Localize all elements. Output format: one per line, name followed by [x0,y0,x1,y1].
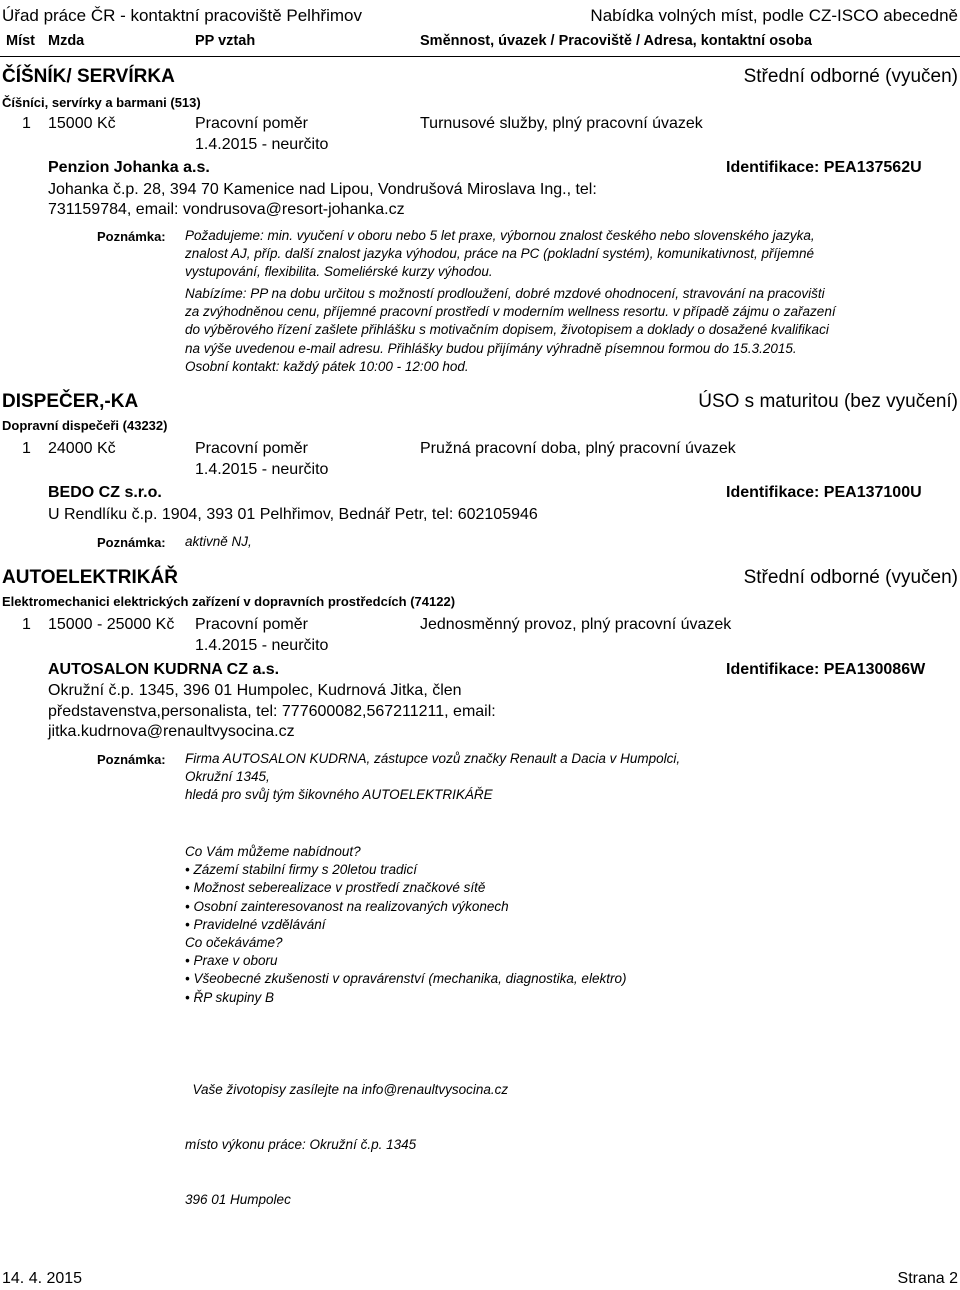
position-count: 1 [22,440,31,457]
report-title: Nabídka volných míst, podle CZ-ISCO abecedně [590,6,958,25]
shift-type: Pružná pracovní doba, plný pracovní úvazek [420,440,736,457]
education-level: ÚSO s maturitou (bez vyučení) [698,391,958,412]
note-text: aktivně NJ, [185,534,252,549]
employer-address: Okružní č.p. 1345, 396 01 Humpolec, Kudrnová Jitka, člen [48,682,462,699]
job-category: Číšníci, servírky a barmani (513) [2,95,201,110]
note-offer-text: Nabízíme: PP na dobu určitou s možností prodloužení, dobré mzdové ohodnocení, stravování na pracovišti za zvýhodněnou cenu, příjemné pracovní prostředí v moderním wellness resortu. v případě zájmu o zařazení do výběrového řízení zašlete přihlášku s motivačním dopisem, životopisem a doklady o dosažené kvalifikaci na výše uvedenou e-mail adresu. Přihlášky budou přijímány výhradně písemnou formou do 15.3.2015. Osobní kontakt: každý pátek 10:00 - 12:00 hod. [185,286,836,374]
employment-type: Pracovní poměr [195,440,308,457]
note-contact: Vaše životopisy zasílejte na info@renaultvysocina.cz místo výkonu práce: Okružní č.p. 1345 396 01 Humpolec [185,1082,509,1207]
note-intro: Firma AUTOSALON KUDRNA, zástupce vozů značky Renault a Dacia v Humpolci, Okružní 1345, hledá pro svůj tým šikovného AUTOELEKTRIKÁŘE [185,751,681,803]
note-label: Poznámka: [97,752,166,767]
period: 1.4.2015 - neurčito [195,637,329,654]
job-category: Dopravní dispečeři (43232) [2,418,168,433]
employer-contact: 731159784, email: vondrusova@resort-johanka.cz [48,201,405,218]
identification: Identifikace: PEA130086W [726,661,926,678]
shift-type: Jednosměnný provoz, plný pracovní úvazek [420,616,732,633]
header-divider [0,56,960,57]
col-header-mist: Míst [6,33,35,49]
job-title: AUTOELEKTRIKÁŘ [2,567,178,588]
office-name: Úřad práce ČR - kontaktní pracoviště Pelhřimov [2,6,362,25]
education-level: Střední odborné (vyučen) [743,66,958,87]
note-benefits-list: Co Vám můžeme nabídnout? • Zázemí stabilní firmy s 20letou tradicí • Možnost seberealizace v prostředí značkové sítě • Osobní zainteresovanost na realizovaných výkonech • Pravidelné vzdělávání Co očekáváme? • Praxe v oboru • Všeobecné zkušenosti v opravárenství (mechanika, diagnostika, elektro) • ŘP skupiny B [185,844,627,1005]
wage: 24000 Kč [48,440,116,457]
shift-type: Turnusové služby, plný pracovní úvazek [420,115,703,132]
col-header-pp-vztah: PP vztah [195,33,256,49]
page-number: Strana 2 [897,1270,958,1287]
employer-address: Johanka č.p. 28, 394 70 Kamenice nad Lipou, Vondrušová Miroslava Ing., tel: [48,181,597,198]
wage: 15000 - 25000 Kč [48,616,175,633]
wage: 15000 Kč [48,115,116,132]
education-level: Střední odborné (vyučen) [743,567,958,588]
job-title: DISPEČER,-KA [2,391,139,412]
position-count: 1 [22,115,31,132]
employer-email: jitka.kudrnova@renaultvysocina.cz [48,723,295,740]
print-date: 14. 4. 2015 [2,1270,83,1287]
note-label: Poznámka: [97,229,166,244]
identification: Identifikace: PEA137100U [726,484,922,501]
col-header-details: Směnnost, úvazek / Pracoviště / Adresa, kontaktní osoba [420,33,812,49]
employer-name: AUTOSALON KUDRNA CZ a.s. [48,661,280,678]
col-header-mzda: Mzda [48,33,85,49]
identification: Identifikace: PEA137562U [726,159,922,176]
employer-name: BEDO CZ s.r.o. [48,484,162,501]
employment-type: Pracovní poměr [195,616,308,633]
employment-type: Pracovní poměr [195,115,308,132]
employer-name: Penzion Johanka a.s. [48,159,210,176]
note-label: Poznámka: [97,535,166,550]
period: 1.4.2015 - neurčito [195,136,329,153]
employer-address: U Rendlíku č.p. 1904, 393 01 Pelhřimov, Bednář Petr, tel: 602105946 [48,506,538,523]
employer-contact: představenstva,personalista, tel: 777600082,567211211, email: [48,703,496,720]
job-category: Elektromechanici elektrických zařízení v dopravních prostředcích (74122) [2,594,456,609]
period: 1.4.2015 - neurčito [195,461,329,478]
position-count: 1 [22,616,31,633]
note-text: Požadujeme: min. vyučení v oboru nebo 5 let praxe, výbornou znalost českého nebo slovenského jazyka, znalost AJ, příp. další znalost jazyka výhodou, práce na PC (pokladní systém), komunikativnost, příjemné vystupování, flexibilita. Someliérské kurzy výhodou. [185,228,815,280]
job-title: ČÍŠNÍK/ SERVÍRKA [2,66,175,87]
